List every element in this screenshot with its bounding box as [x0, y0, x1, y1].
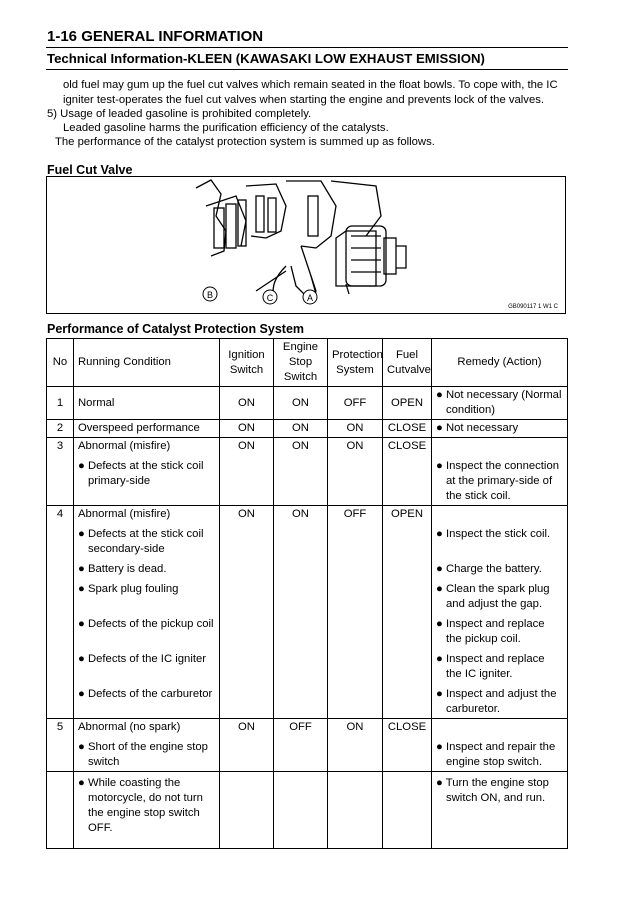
- subremedy: [432, 772, 568, 849]
- row-engine-stop: ON: [274, 420, 328, 438]
- row-fuel: OPEN: [383, 506, 432, 524]
- subcause-text: ● Defects of the pickup coil: [78, 618, 214, 630]
- subcause-text: ● Battery is dead.: [78, 563, 167, 575]
- table-subrow: [47, 772, 568, 849]
- subremedy-text: ● Clean the spark plug and adjust the gap.: [436, 583, 550, 610]
- row-protection: OFF: [328, 506, 383, 524]
- intro-line-1: old fuel may gum up the fuel cut valves which remain seated in the float bowls. To cope with, the IC: [63, 79, 558, 91]
- subremedy: [432, 578, 568, 613]
- subcause: [74, 578, 220, 613]
- svg-text:A: A: [306, 293, 314, 303]
- performance-table: [46, 338, 568, 849]
- subcause-text: ● Spark plug fouling: [78, 583, 179, 595]
- table-subrow: [47, 578, 568, 613]
- subcause: [74, 683, 220, 719]
- subcause-text: ● While coasting the motorcycle, do not turn the engine stop switch OFF.: [78, 777, 203, 834]
- row-ignition: ON: [220, 719, 274, 737]
- subremedy-text: ● Turn the engine stop switch ON, and run.: [436, 777, 549, 804]
- header-rule: [46, 47, 568, 48]
- table-subrow: [47, 523, 568, 558]
- figure-code: GB090117 1 W1 C: [508, 304, 558, 310]
- row-condition: Overspeed performance: [74, 420, 220, 438]
- intro-line-3: 5) Usage of leaded gasoline is prohibited completely.: [47, 108, 312, 120]
- row-ignition: ON: [220, 387, 274, 420]
- remedy-text: ● Not necessary (Normal condition): [436, 389, 562, 416]
- col-ignition: Ignition Switch: [220, 339, 274, 387]
- figure-title: Fuel Cut Valve: [47, 163, 133, 177]
- row-engine-stop: ON: [274, 506, 328, 524]
- table-header-row: [47, 339, 568, 387]
- row-ignition: ON: [220, 438, 274, 456]
- subremedy: [432, 683, 568, 719]
- col-fuel: Fuel Cutvalve: [383, 339, 432, 387]
- row-remedy-empty: [432, 719, 568, 737]
- subremedy-text: ● Charge the battery.: [436, 563, 542, 575]
- subcause: [74, 736, 220, 772]
- table-subrow: [47, 455, 568, 506]
- row-no: 1: [47, 387, 74, 420]
- subremedy-text: ● Inspect the connection at the primary-side of the stick coil.: [436, 460, 560, 502]
- svg-text:B: B: [206, 290, 214, 300]
- row-protection: ON: [328, 420, 383, 438]
- table-subrow: [47, 558, 568, 578]
- col-engine-stop: Engine Stop Switch: [274, 339, 328, 387]
- row-engine-stop: ON: [274, 387, 328, 420]
- subremedy-text: ● Inspect and repair the engine stop switch.: [436, 741, 556, 768]
- table-subrow: [47, 613, 568, 648]
- subtitle-rule: [46, 69, 568, 70]
- callout-a: [303, 290, 317, 304]
- col-protection: Protection System: [328, 339, 383, 387]
- table-row: [47, 438, 568, 456]
- col-remedy: Remedy (Action): [432, 339, 568, 387]
- row-fuel: CLOSE: [383, 719, 432, 737]
- row-condition: Abnormal (no spark): [74, 719, 220, 737]
- row-engine-stop: ON: [274, 438, 328, 456]
- table-row: [47, 387, 568, 420]
- table-subrow: [47, 736, 568, 772]
- table-title: Performance of Catalyst Protection System: [47, 322, 305, 336]
- row-condition: Abnormal (misfire): [74, 438, 220, 456]
- subcause: [74, 772, 220, 849]
- subremedy-text: ● Inspect and replace the pickup coil.: [436, 618, 545, 645]
- subcause: [74, 613, 220, 648]
- subcause: [74, 523, 220, 558]
- row-remedy-empty: [432, 438, 568, 456]
- section-title: 1-16 GENERAL INFORMATION: [47, 28, 264, 45]
- row-remedy: ● Not necessary: [432, 420, 568, 438]
- subremedy: [432, 736, 568, 772]
- row-no: 5: [47, 719, 74, 737]
- row-condition: Abnormal (misfire): [74, 506, 220, 524]
- row-fuel: OPEN: [383, 387, 432, 420]
- row-ignition: ON: [220, 420, 274, 438]
- callout-b: [203, 287, 217, 301]
- table-row: [47, 719, 568, 737]
- subremedy: [432, 523, 568, 558]
- table-subrow: [47, 648, 568, 683]
- row-protection: ON: [328, 438, 383, 456]
- row-remedy: [432, 387, 568, 420]
- row-fuel: CLOSE: [383, 420, 432, 438]
- row-engine-stop: OFF: [274, 719, 328, 737]
- col-condition: Running Condition: [74, 339, 220, 387]
- page-subtitle: Technical Information-KLEEN (KAWASAKI LOW EXHAUST EMISSION): [47, 51, 485, 66]
- subremedy-text: ● Inspect the stick coil.: [436, 528, 551, 540]
- row-no: 3: [47, 438, 74, 456]
- subremedy: [432, 558, 568, 578]
- col-no: No: [47, 339, 74, 387]
- row-no: 2: [47, 420, 74, 438]
- subcause-text: ● Defects at the stick coil primary-side: [78, 460, 204, 487]
- subcause: [74, 648, 220, 683]
- subcause-text: ● Defects of the carburetor: [78, 688, 213, 700]
- table-row: [47, 420, 568, 438]
- subremedy: [432, 455, 568, 506]
- subcause: [74, 455, 220, 506]
- subremedy-text: ● Inspect and adjust the carburetor.: [436, 688, 557, 715]
- row-protection: OFF: [328, 387, 383, 420]
- intro-line-2: igniter test-operates the fuel cut valves when starting the engine and prevents lock of the valves.: [63, 94, 545, 106]
- intro-line-4: Leaded gasoline harms the purification efficiency of the catalysts.: [63, 122, 389, 134]
- table-subrow: [47, 683, 568, 719]
- fuel-cut-valve-figure: [46, 176, 566, 314]
- subcause: [74, 558, 220, 578]
- subremedy: [432, 648, 568, 683]
- intro-line-5: The performance of the catalyst protection system is summed up as follows.: [55, 136, 435, 148]
- subremedy: [432, 613, 568, 648]
- subcause-text: ● Defects at the stick coil secondary-side: [78, 528, 204, 555]
- row-fuel: CLOSE: [383, 438, 432, 456]
- valve-drawing: [196, 180, 406, 296]
- subcause-text: ● Defects of the IC igniter: [78, 653, 207, 665]
- table-row: [47, 506, 568, 524]
- row-ignition: ON: [220, 506, 274, 524]
- row-remedy-empty: [432, 506, 568, 524]
- row-no: 4: [47, 506, 74, 524]
- row-condition: Normal: [74, 387, 220, 420]
- svg-text:C: C: [266, 293, 274, 303]
- subcause-text: ● Short of the engine stop switch: [78, 741, 208, 768]
- subremedy-text: ● Inspect and replace the IC igniter.: [436, 653, 545, 680]
- callout-c: [263, 290, 277, 304]
- row-protection: ON: [328, 719, 383, 737]
